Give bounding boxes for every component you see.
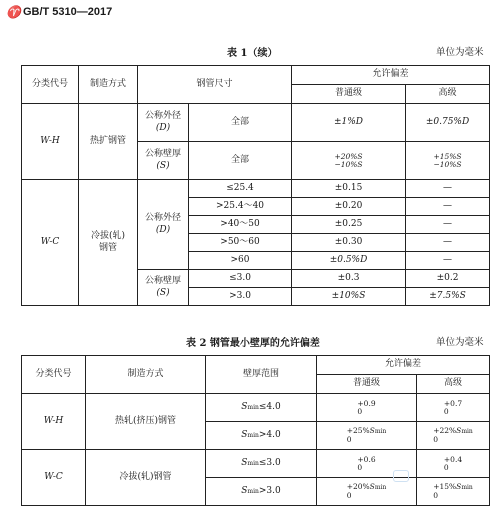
s-symbol: S [241, 457, 248, 468]
t1-header-method: 制造方式 [79, 66, 138, 104]
lower: 0 [443, 406, 449, 416]
t2-wc-high-2 [417, 478, 490, 506]
t1-wc-od-range: >50～60 [189, 234, 292, 252]
t2-wh-method: 热轧(挤压)钢管 [86, 394, 206, 450]
t1-wh-wt-range: 全部 [189, 142, 292, 180]
t1-wc-od-label [138, 180, 189, 270]
range-value: >4.0 [258, 429, 281, 440]
t1-wh-wt-normal [292, 142, 406, 180]
t1-wh-od-label [138, 104, 189, 142]
t1-wc-wt-symbol: (S) [156, 287, 170, 298]
t1-wc-od-range: >25.4～40 [189, 198, 292, 216]
s-symbol: S [241, 401, 248, 412]
s-symbol: S [241, 429, 248, 440]
t2-wh-range-2 [206, 422, 317, 450]
t1-wh-od-normal: ±1%D [292, 104, 406, 142]
standard-header [6, 5, 112, 19]
lower: 0 [346, 434, 352, 444]
t2-wc-code: W-C [22, 450, 86, 506]
table2-unit: 单位为毫米 [436, 337, 484, 348]
upper: +22%Smin [433, 426, 473, 436]
table1 [21, 65, 490, 306]
min-subscript: min [247, 403, 259, 411]
watermark-icon [393, 470, 409, 482]
t2-header-tolerance: 允许偏差 [317, 356, 490, 375]
t1-wh-od-high: ±0.75%D [406, 104, 490, 142]
t2-header-class: 分类代号 [22, 356, 86, 394]
t1-wc-od-normal: ±0.25 [292, 216, 406, 234]
table2-title: 表 2 钢管最小壁厚的允许偏差 [186, 338, 320, 349]
t1-wc-wt-high: ±7.5%S [406, 288, 490, 306]
t1-header-normal: 普通级 [292, 85, 406, 104]
t1-wc-od-range: >40～50 [189, 216, 292, 234]
t1-wc-od-normal: ±0.30 [292, 234, 406, 252]
t1-wh-method: 热扩钢管 [79, 104, 138, 180]
t1-wh-code: W-H [22, 104, 79, 180]
t1-wc-od-normal: ±0.5%D [292, 252, 406, 270]
t2-wh-high-2 [417, 422, 490, 450]
t2-wh-range-1 [206, 394, 317, 422]
t1-wh-wt-high-up: +15%S [433, 151, 462, 161]
range-value: >3.0 [258, 485, 281, 496]
upper: +15%Smin [433, 482, 473, 492]
t1-header-class: 分类代号 [22, 66, 79, 104]
t2-wc-high-1 [417, 450, 490, 478]
t1-wc-od-normal: ±0.20 [292, 198, 406, 216]
t2-wh-normal-2 [317, 422, 417, 450]
t1-wc-wt-name: 公称壁厚 [144, 276, 181, 287]
t1-wc-od-symbol: (D) [155, 224, 171, 235]
t2-wh-high-1 [417, 394, 490, 422]
t1-wh-wt-label [138, 142, 189, 180]
table1-unit: 单位为毫米 [436, 47, 484, 58]
upper: +20%Smin [346, 482, 387, 492]
upper: +25%Smin [346, 426, 387, 436]
lower: 0 [357, 462, 363, 472]
t1-wc-od-normal: ±0.15 [292, 180, 406, 198]
min-subscript: min [247, 431, 259, 439]
t1-wc-wt-high: ±0.2 [406, 270, 490, 288]
t1-wc-od-high: — [406, 180, 490, 198]
t1-wc-method-line2: 钢管 [98, 242, 117, 253]
t1-wc-wt-normal: ±10%S [292, 288, 406, 306]
t1-wc-od-high: — [406, 234, 490, 252]
min-subscript: min [247, 459, 259, 467]
standard-number: GB/T 5310—2017 [22, 6, 113, 18]
t1-wc-od-name: 公称外径 [144, 213, 181, 224]
t1-wc-od-range: >60 [189, 252, 292, 270]
t1-wh-wt-normal-low: −10%S [334, 159, 363, 169]
t1-wh-od-name: 公称外径 [144, 111, 181, 122]
t1-header-high: 高级 [406, 85, 490, 104]
gb-logo-icon: ♈ [6, 5, 21, 19]
upper: +0.9 [357, 398, 376, 408]
range-value: ≤4.0 [258, 401, 281, 412]
t1-header-size: 钢管尺寸 [138, 66, 292, 104]
t2-wh-normal-1 [317, 394, 417, 422]
table2 [21, 355, 490, 506]
t1-wc-wt-label [138, 270, 189, 306]
t1-header-tolerance: 允许偏差 [292, 66, 490, 85]
t1-wc-code: W-C [22, 180, 79, 306]
t1-wc-od-high: — [406, 216, 490, 234]
min-subscript: min [247, 487, 259, 495]
lower: 0 [346, 490, 352, 500]
t1-wc-wt-range: ≤3.0 [189, 270, 292, 288]
t2-wc-range-1 [206, 450, 317, 478]
t1-wc-wt-normal: ±0.3 [292, 270, 406, 288]
t1-wh-wt-high [406, 142, 490, 180]
t1-wh-od-symbol: (D) [155, 122, 171, 133]
t1-wh-wt-name: 公称壁厚 [144, 149, 181, 160]
s-symbol: S [241, 485, 248, 496]
t1-wh-wt-symbol: (S) [156, 160, 170, 171]
t1-wc-wt-range: >3.0 [189, 288, 292, 306]
table1-title: 表 1（续） [227, 48, 278, 59]
t2-wc-range-2 [206, 478, 317, 506]
t1-wc-method-line1: 冷拔(轧) [90, 231, 126, 242]
lower: 0 [433, 490, 438, 500]
upper: +0.6 [357, 454, 376, 464]
t2-wc-method: 冷拔(轧)钢管 [86, 450, 206, 506]
t2-header-range: 壁厚范围 [206, 356, 317, 394]
t1-wc-method [79, 180, 138, 306]
t2-wh-code: W-H [22, 394, 86, 450]
lower: 0 [443, 462, 449, 472]
t1-wc-od-high: — [406, 252, 490, 270]
t1-wh-od-range: 全部 [189, 104, 292, 142]
t2-header-high: 高级 [417, 375, 490, 394]
upper: +0.7 [443, 398, 463, 408]
t2-header-normal: 普通级 [317, 375, 417, 394]
t2-header-method: 制造方式 [86, 356, 206, 394]
upper: +0.4 [443, 454, 463, 464]
t1-wc-od-high: — [406, 198, 490, 216]
range-value: ≤3.0 [258, 457, 281, 468]
t1-wh-wt-normal-up: +20%S [334, 151, 363, 161]
lower: 0 [433, 434, 438, 444]
lower: 0 [357, 406, 363, 416]
t1-wc-od-range: ≤25.4 [189, 180, 292, 198]
t1-wh-wt-high-low: −10%S [433, 159, 462, 169]
